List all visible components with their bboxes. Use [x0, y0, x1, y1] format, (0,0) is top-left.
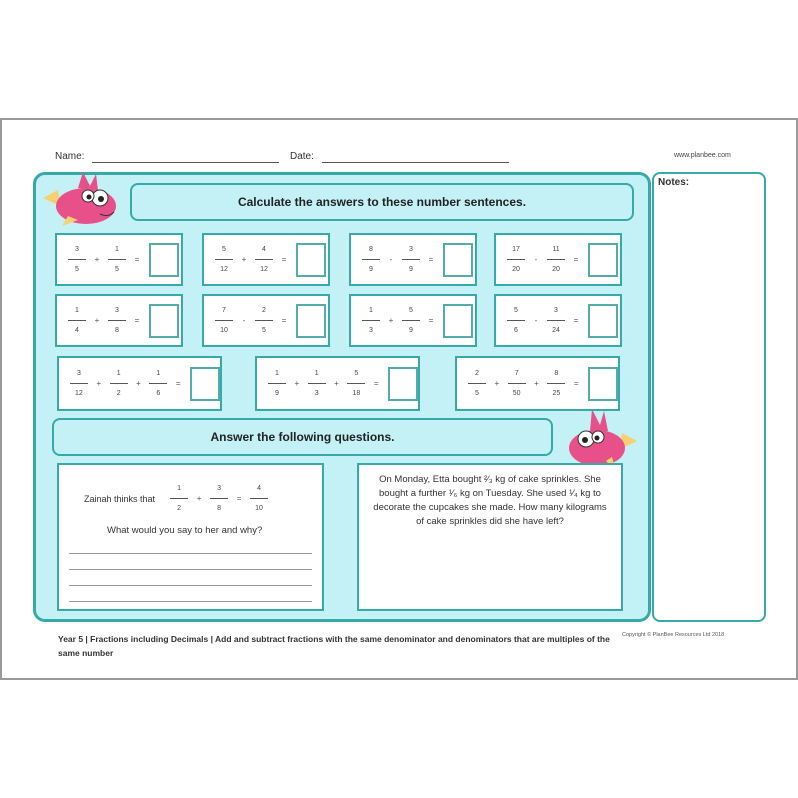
problem-box [57, 356, 222, 411]
operator: + [388, 316, 394, 325]
fish-mascot-icon [38, 168, 123, 228]
fraction [401, 307, 421, 334]
numerator: 7 [514, 370, 519, 377]
numerator: 2 [262, 307, 266, 314]
fraction [546, 307, 566, 334]
fraction [546, 246, 566, 273]
denominator: 5 [75, 266, 79, 273]
answer-box[interactable] [443, 304, 473, 338]
fraction [254, 307, 274, 334]
fraction-bar [468, 383, 486, 384]
operator: + [94, 316, 100, 325]
website: www.planbee.com [674, 152, 731, 159]
denominator: 4 [75, 327, 79, 334]
operator: + [96, 379, 102, 388]
notes-box[interactable] [652, 172, 766, 622]
operator: - [534, 316, 538, 325]
numerator: 1 [115, 246, 119, 253]
numerator: 1 [177, 485, 181, 492]
fraction-bar [402, 259, 420, 260]
fraction [506, 246, 526, 273]
fraction-bar [108, 259, 126, 260]
denominator: 10 [255, 505, 263, 512]
fraction-bar [347, 383, 365, 384]
fraction [209, 485, 229, 512]
fraction-bar [108, 320, 126, 321]
name-label: Name: [55, 151, 85, 162]
fraction-bar [547, 383, 565, 384]
fraction [107, 307, 127, 334]
operator: + [196, 494, 202, 503]
answer-box[interactable] [388, 367, 418, 401]
numerator: 7 [222, 307, 226, 314]
question1-box [57, 463, 324, 611]
operator: = [175, 379, 181, 388]
date-field[interactable] [322, 162, 509, 163]
denominator: 9 [409, 327, 413, 334]
operator: + [294, 379, 300, 388]
denominator: 12 [220, 266, 228, 273]
denominator: 5 [474, 390, 479, 397]
answer-line[interactable] [69, 585, 312, 586]
numerator: 3 [115, 307, 119, 314]
numerator: 8 [369, 246, 373, 253]
denominator: 10 [220, 327, 228, 334]
fraction-bar [308, 383, 326, 384]
fraction [361, 246, 381, 273]
numerator: 4 [262, 246, 266, 253]
problem-box [494, 233, 622, 286]
operator: = [428, 316, 434, 325]
fraction [69, 370, 89, 397]
operator: = [236, 494, 242, 503]
fraction-bar [268, 383, 286, 384]
fraction-bar [362, 259, 380, 260]
numerator: 3 [554, 307, 558, 314]
section2-title: Answer the following questions. [210, 430, 395, 444]
denominator: 6 [514, 327, 518, 334]
fraction-bar [547, 259, 565, 260]
section2-banner [52, 418, 553, 456]
denominator: 20 [512, 266, 520, 273]
fraction-bar [215, 320, 233, 321]
operator: = [281, 255, 287, 264]
fraction-bar [149, 383, 167, 384]
answer-line[interactable] [69, 553, 312, 554]
answer-box[interactable] [588, 367, 618, 401]
denominator: 3 [314, 390, 319, 397]
denominator: 9 [274, 390, 279, 397]
numerator: 5 [222, 246, 226, 253]
fraction-bar [170, 498, 188, 499]
denominator: 50 [512, 390, 521, 397]
fraction-bar [255, 320, 273, 321]
operator: + [494, 379, 500, 388]
fraction [67, 307, 87, 334]
operator: = [373, 379, 379, 388]
numerator: 3 [76, 370, 81, 377]
fraction-bar [110, 383, 128, 384]
answer-box[interactable] [149, 243, 179, 277]
operator: = [134, 316, 140, 325]
problem-box [55, 294, 183, 347]
fraction [267, 370, 287, 397]
denominator: 24 [552, 327, 560, 334]
answer-line[interactable] [69, 601, 312, 602]
denominator: 20 [552, 266, 560, 273]
numerator: 8 [554, 370, 559, 377]
problem-box [349, 233, 477, 286]
operator: = [428, 255, 434, 264]
fraction [148, 370, 168, 397]
footer-description: Year 5 | Fractions including Decimals | Add and subtract fractions with the same denominator and denominators that are multiples of the same number [58, 634, 610, 658]
fraction-bar [215, 259, 233, 260]
numerator: 3 [217, 485, 221, 492]
denominator: 18 [352, 390, 361, 397]
numerator: 1 [369, 307, 373, 314]
operator: + [136, 379, 141, 388]
problem-box [55, 233, 183, 286]
numerator: 1 [314, 370, 319, 377]
fraction [249, 485, 269, 512]
numerator: 4 [257, 485, 261, 492]
date-label: Date: [290, 151, 314, 162]
operator: = [573, 255, 579, 264]
answer-box[interactable] [149, 304, 179, 338]
denominator: 12 [75, 390, 83, 397]
question1-prefix: Zainah thinks that [84, 493, 156, 504]
answer-box[interactable] [443, 243, 473, 277]
denominator: 8 [217, 505, 221, 512]
operator: = [134, 255, 140, 264]
fraction [214, 307, 234, 334]
fraction [214, 246, 234, 273]
denominator: 12 [260, 266, 268, 273]
fraction [169, 485, 189, 512]
denominator: 6 [156, 390, 161, 397]
numerator: 5 [409, 307, 413, 314]
answer-box[interactable] [296, 243, 326, 277]
numerator: 1 [75, 307, 79, 314]
denominator: 25 [552, 390, 561, 397]
section1-banner [130, 183, 634, 221]
fraction [361, 307, 381, 334]
numerator: 5 [514, 307, 518, 314]
problem-box [255, 356, 420, 411]
fraction-bar [250, 498, 268, 499]
fraction-bar [402, 320, 420, 321]
operator: - [389, 255, 393, 264]
section1-title: Calculate the answers to these number sentences. [237, 195, 527, 209]
numerator: 3 [409, 246, 413, 253]
numerator: 1 [156, 370, 161, 377]
question2-text: On Monday, Etta bought ²⁄₃ kg of cake sprinkles. She bought a further ¹⁄₆ kg on Tuesday. She used ¹⁄₄ kg to decorate the cupcakes she made. How many kilograms of cake sprinkles did she have left? [373, 474, 607, 527]
operator: = [281, 316, 287, 325]
denominator: 8 [115, 327, 119, 334]
answer-box[interactable] [588, 304, 618, 338]
answer-line[interactable] [69, 569, 312, 570]
answer-box[interactable] [296, 304, 326, 338]
fraction [254, 246, 274, 273]
fraction-bar [70, 383, 88, 384]
fraction [401, 246, 421, 273]
problem-box [494, 294, 622, 347]
numerator: 1 [274, 370, 279, 377]
operator: = [573, 316, 579, 325]
problem-box [455, 356, 620, 411]
operator: = [573, 379, 579, 388]
question1-prompt: What would you say to her and why? [107, 525, 263, 536]
fraction-bar [507, 320, 525, 321]
fraction [109, 370, 129, 397]
problem-box [202, 294, 330, 347]
operator: + [534, 379, 539, 388]
numerator: 1 [116, 370, 121, 377]
fraction [307, 370, 327, 397]
operator: - [534, 255, 538, 264]
notes-label: Notes: [658, 177, 690, 188]
numerator: 11 [552, 246, 560, 253]
question2-box[interactable] [357, 463, 623, 611]
fraction-bar [255, 259, 273, 260]
fraction [507, 370, 527, 397]
answer-box[interactable] [190, 367, 220, 401]
fraction [467, 370, 487, 397]
numerator: 5 [354, 370, 359, 377]
fraction-bar [507, 259, 525, 260]
problem-box [349, 294, 477, 347]
fraction-bar [547, 320, 565, 321]
operator: + [94, 255, 100, 264]
denominator: 5 [115, 266, 119, 273]
operator: + [334, 379, 339, 388]
numerator: 3 [75, 246, 79, 253]
problem-box [202, 233, 330, 286]
numerator: 17 [512, 246, 520, 253]
denominator: 2 [177, 505, 181, 512]
name-field[interactable] [92, 162, 279, 163]
operator: + [241, 255, 247, 264]
fraction [506, 307, 526, 334]
denominator: 9 [369, 266, 373, 273]
denominator: 9 [409, 266, 413, 273]
fraction-bar [210, 498, 228, 499]
denominator: 3 [369, 327, 373, 334]
fraction [107, 246, 127, 273]
fraction-bar [68, 320, 86, 321]
answer-box[interactable] [588, 243, 618, 277]
denominator: 5 [262, 327, 266, 334]
copyright: Copyright © PlanBee Resources Ltd 2018 [622, 632, 725, 638]
fraction [546, 370, 566, 397]
fraction [67, 246, 87, 273]
fraction [346, 370, 366, 397]
fraction-bar [508, 383, 526, 384]
denominator: 2 [116, 390, 121, 397]
numerator: 2 [474, 370, 479, 377]
fraction-bar [68, 259, 86, 260]
fraction-bar [362, 320, 380, 321]
operator: - [242, 316, 246, 325]
